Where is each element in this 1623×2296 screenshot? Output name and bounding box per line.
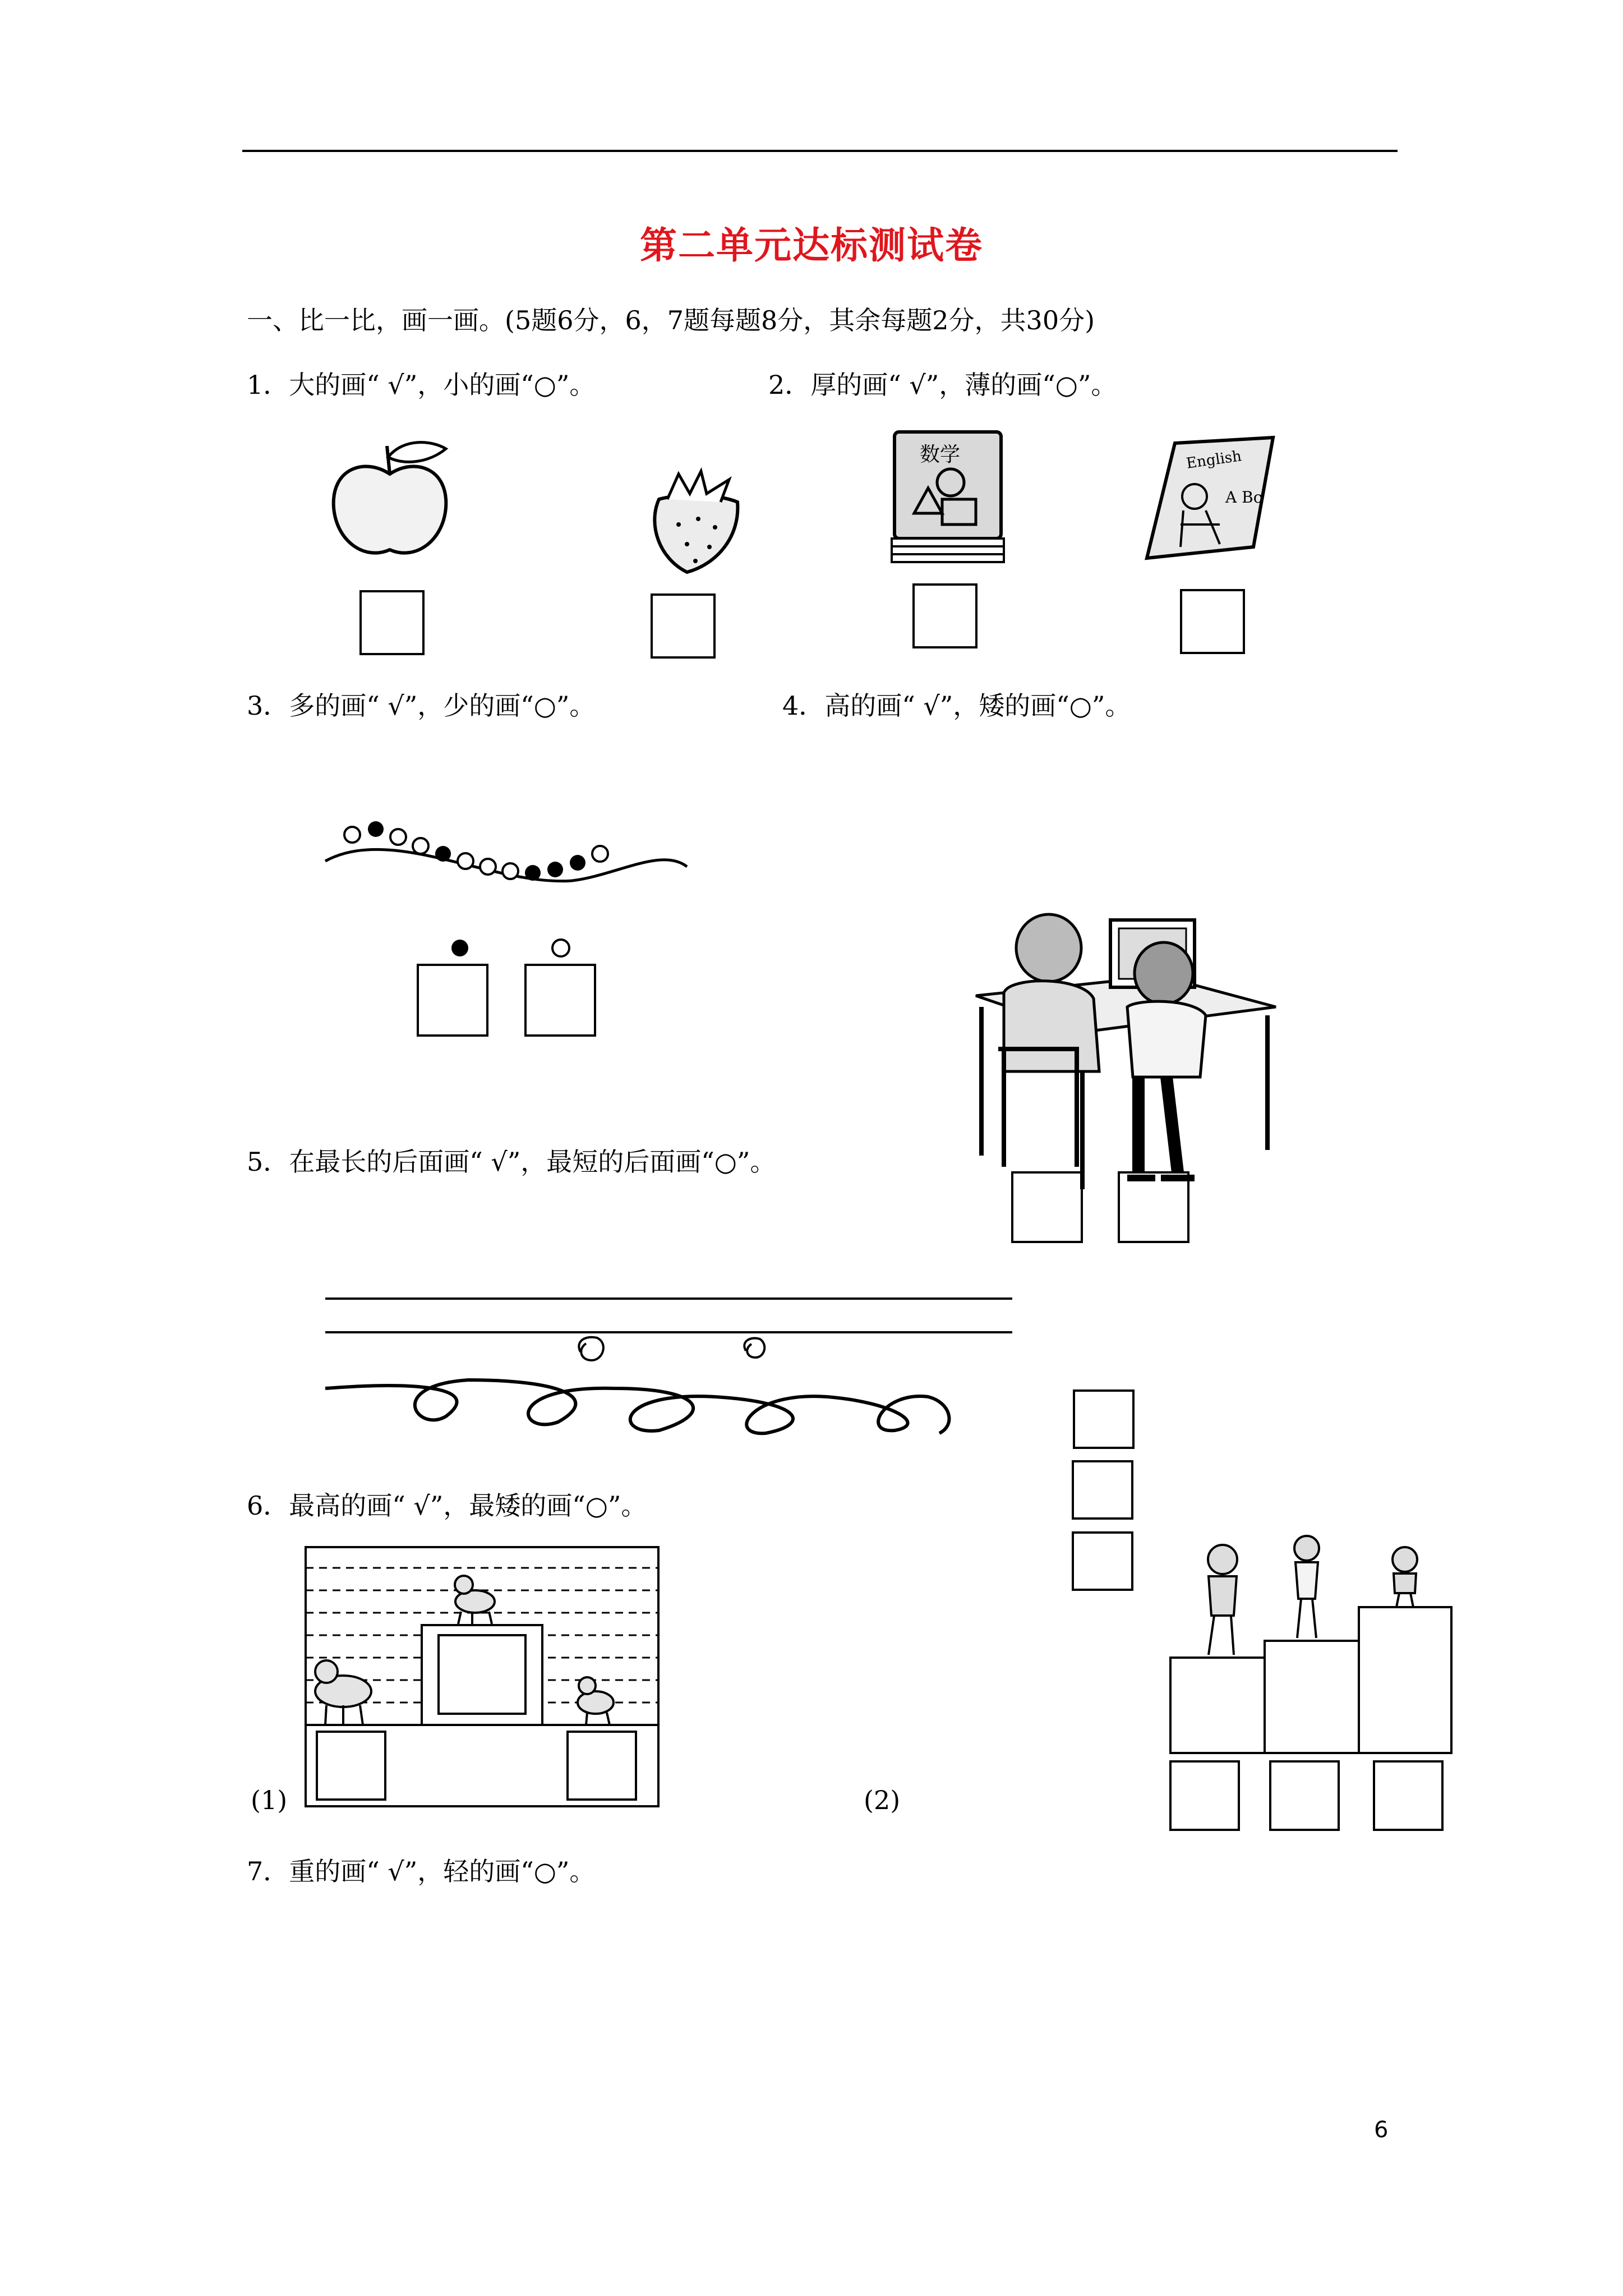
english-book-letters: A Bc (1225, 488, 1262, 507)
q5-lines-diagram (322, 1290, 1018, 1447)
answer-box-q1-strawberry[interactable] (651, 593, 716, 659)
answer-box-q1-apple[interactable] (359, 590, 425, 655)
answer-box-q3-white[interactable] (524, 964, 596, 1037)
math-book-icon (889, 426, 1007, 567)
answer-box-q4-left-child[interactable] (1011, 1171, 1083, 1243)
q6-part2-label: (2) (864, 1785, 901, 1815)
header-rule (242, 150, 1398, 152)
white-bead-icon (550, 937, 572, 959)
apple-icon (325, 435, 454, 564)
page-number: 6 (1374, 2117, 1389, 2143)
curly-line (325, 1380, 949, 1433)
question-1: 1．大的画“ √”，小的画“○”。 (247, 370, 596, 400)
question-4: 4．高的画“ √”，矮的画“○”。 (782, 691, 1131, 721)
answer-box-q3-black[interactable] (417, 964, 488, 1037)
answer-box-q6-2-middle-child[interactable] (1269, 1760, 1340, 1831)
question-5: 5．在最长的后面画“ √”，最短的后面画“○”。 (247, 1147, 776, 1177)
answer-box-q2-math-book[interactable] (912, 583, 978, 648)
answer-box-q4-right-child[interactable] (1118, 1171, 1189, 1243)
answer-box-q6-2-right-child[interactable] (1373, 1760, 1444, 1831)
question-3: 3．多的画“ √”，少的画“○”。 (247, 691, 596, 721)
q6-part2-diagram (1169, 1531, 1453, 1756)
page-title: 第二单元达标测试卷 (640, 223, 983, 267)
english-book-icon (1141, 435, 1276, 564)
english-book-label: English (1185, 448, 1243, 472)
question-2: 2．厚的画“ √”，薄的画“○”。 (768, 370, 1117, 400)
answer-box-q2-english-book[interactable] (1180, 589, 1245, 654)
children-at-computer-icon (970, 914, 1284, 1200)
math-book-label: 数学 (920, 443, 961, 466)
question-7: 7．重的画“ √”，轻的画“○”。 (247, 1856, 596, 1887)
answer-box-q5-line-2[interactable] (1072, 1460, 1133, 1520)
answer-box-q5-curly-line[interactable] (1072, 1531, 1133, 1591)
q6-part1-label: (1) (251, 1785, 288, 1815)
question-6: 6．最高的画“ √”，最矮的画“○”。 (247, 1490, 647, 1521)
black-bead-icon (449, 937, 471, 959)
answer-box-q6-1-right-dog[interactable] (566, 1731, 637, 1801)
answer-box-q5-line-1[interactable] (1073, 1389, 1135, 1449)
answer-box-q6-1-left-dog[interactable] (316, 1731, 386, 1801)
strawberry-icon (645, 468, 746, 578)
section-heading: 一、比一比，画一画。(5题6分，6，7题每题8分，其余每题2分，共30分) (247, 305, 1095, 335)
bead-string-icon (325, 813, 690, 903)
answer-box-q6-2-left-child[interactable] (1169, 1760, 1240, 1831)
